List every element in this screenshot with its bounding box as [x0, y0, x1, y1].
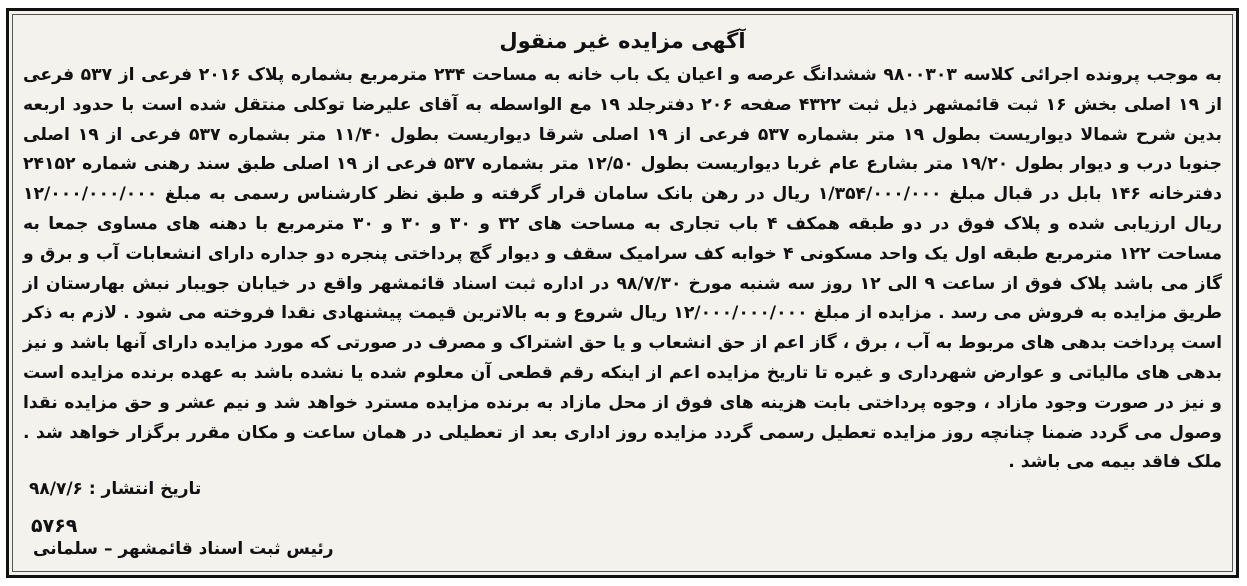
notice-body: به موجب پرونده اجرائی کلاسه ۹۸۰۰۳۰۳ ششدانگ عرصه و اعیان یک باب خانه به مساحت ۲۳۴ مترمربع بشماره پلاک ۲۰۱۶ فرعی از ۵۳۷ فرعی از ۱۹ اصلی بخش ۱۶ ثبت قائمشهر ذیل ثبت ۴۳۲۲ صفحه ۲۰۶ دفترجلد ۱۹ مع الواسطه به آقای علیرضا توکلی منتقل شده است با حدود اربعه بدین شرح شمالا دیواریست بطول ۱۹ متر بشماره ۵۳۷ فرعی از ۱۹ اصلی شرقا دیواریست بطول ۱۱/۴۰ متر بشماره ۵۳۷ فرعی از ۱۹ اصلی جنوبا درب و دیوار بطول ۱۹/۲۰ متر بشارع عام غربا دیواریست بطول ۱۲/۵۰ متر بشماره ۵۳۷ فرعی از ۱۹ اصلی طبق سند رهنی شماره ۲۴۱۵۲ دفترخانه ۱۴۶ بابل در قبال مبلغ ۱/۳۵۴/۰۰۰/۰۰۰ ریال در رهن بانک سامان قرار گرفته و طبق نظر کارشناس رسمی به مبلغ ۱۲/۰۰۰/۰۰۰/۰۰۰ ریال ارزیابی شده و پلاک فوق در دو طبقه همکف ۴ باب تجاری به مساحت های ۳۲ و ۳۰ و ۳۰ و ۳۰ مترمربع با دهنه های مساوی جمعا به مساحت ۱۲۲ مترمربع طبقه اول یک واحد مسکونی ۴ خوابه کف سرامیک سقف و دیوار گچ پرداختی پنجره دو جداره دارای انشعابات آب و برق و گاز می باشد پلاک فوق از ساعت ۹ الی ۱۲ روز سه شنبه مورخ ۹۸/۷/۳۰ در اداره ثبت اسناد قائمشهر واقع در خیابان جویبار نبش بهارستان از طریق مزایده به فروش می رسد . مزایده از مبلغ ۱۲/۰۰۰/۰۰۰/۰۰۰ ریال شروع و به بالاترین قیمت پیشنهادی نقدا فروخته می شود . لازم به ذکر است پرداخت بدهی های مربوط به آب ، برق ، گاز اعم از حق انشعاب و یا حق اشتراک و مصرف در صورتی که مورد مزایده دارای آنها باشد و نیز بدهی های مالیاتی و عوارض شهرداری و غیره تا تاریخ مزایده اعم از اینکه رقم قطعی آن معلوم شده یا نشده باشد به عهده برنده مزایده است و نیز در صورت وجود مازاد ، وجوه پرداختی بابت هزینه های فوق از محل مازاد به برنده مزایده مسترد خواهد شد و نیم عشر و حق مزایده نقدا وصول می گردد ضمنا چنانچه روز مزایده تعطیل رسمی گردد مزایده روز اداری بعد از تعطیلی در همان ساعت و مکان مقرر برگزار خواهد شد . ملک فاقد بیمه می باشد .	[23, 65, 1223, 473]
notice-code: ۵۷۶۹	[31, 515, 78, 537]
legal-notice-box	[6, 8, 1239, 578]
publish-date: تاریخ انتشار : ۹۸/۷/۶	[29, 479, 202, 499]
signature-line: رئیس ثبت اسناد قائمشهر – سلمانی	[33, 539, 334, 559]
notice-title: آگهی مزایده غیر منقول	[499, 29, 746, 53]
